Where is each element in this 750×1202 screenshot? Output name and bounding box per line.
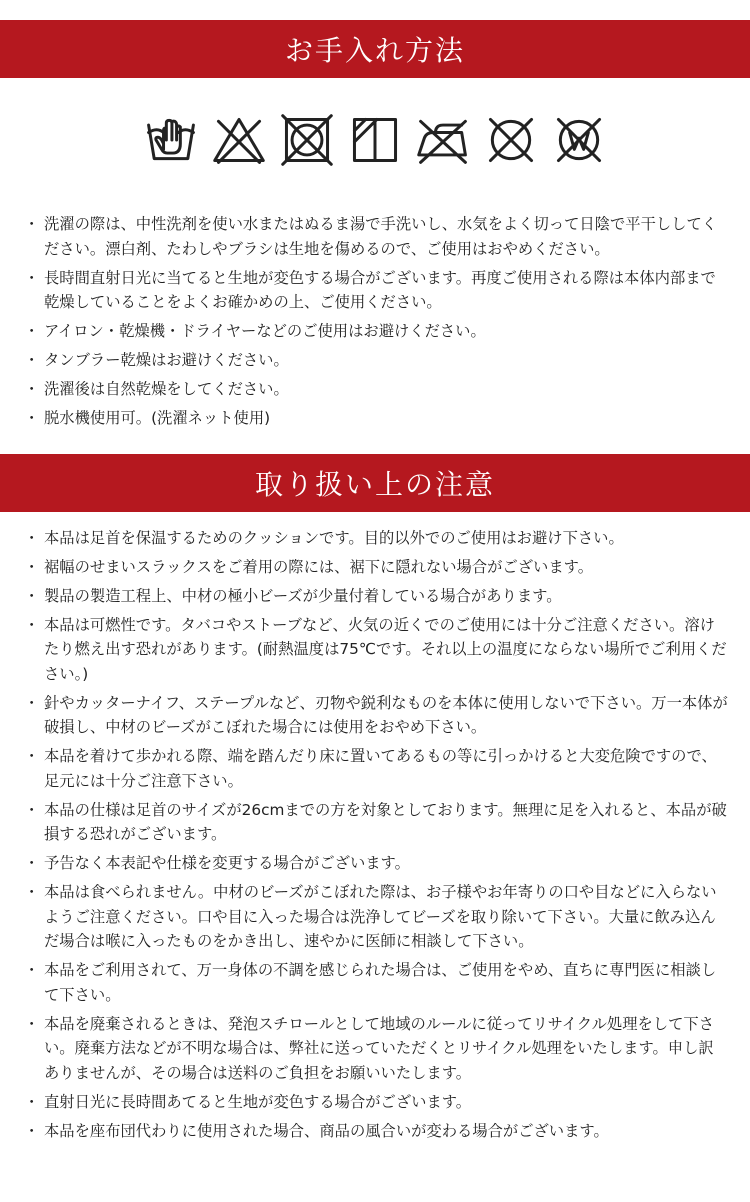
list-item: ・ 裾幅のせまいスラックスをご着用の際には、裾下に隠れない場合がございます。 (28, 555, 728, 580)
list-item: ・ 脱水機使用可。(洗濯ネット使用) (28, 406, 728, 431)
handling-section-title: 取り扱い上の注意 (254, 467, 495, 501)
handling-precautions-list (0, 526, 750, 1144)
no-iron-icon (415, 112, 471, 168)
list-item: ・ 本品は可燃性です。タバコやストーブなど、火気の近くでのご使用には十分ご注意ください。溶けたり燃え出す恐れがあります。(耐熱温度は75℃です。それ以上の温度にならない場所でご利用ください。) (28, 613, 728, 687)
list-item: ・ 本品を座布団代わりに使用された場合、商品の風合いが変わる場合がございます。 (28, 1119, 728, 1144)
care-instructions-list (0, 212, 750, 431)
list-item: ・ アイロン・乾燥機・ドライヤーなどのご使用はお避けください。 (28, 319, 728, 344)
care-section-title: お手入れ方法 (284, 34, 465, 67)
list-item: ・ 洗濯の際は、中性洗剤を使い水またはぬるま湯で手洗いし、水気をよく切って日陰で平干ししてください。漂白剤、たわしやブラシは生地を傷めるので、ご使用はおやめください。 (28, 212, 728, 261)
handling-section-header (0, 454, 750, 512)
list-item: ・ 本品を廃棄されるときは、発泡スチロールとして地域のルールに従ってリサイクル処理をして下さい。廃棄方法などが不明な場合は、弊社に送っていただくとリサイクル処理をいたします。申し訳ありませんが、その場合は送料のご負担をお願いいたします。 (28, 1012, 728, 1086)
list-item: ・ 製品の製造工程上、中材の極小ビーズが少量付着している場合があります。 (28, 584, 728, 609)
no-dry-clean-icon (483, 112, 539, 168)
list-item: ・ 本品は足首を保温するためのクッションです。目的以外でのご使用はお避け下さい。 (28, 526, 728, 551)
list-item: ・ 洗濯後は自然乾燥をしてください。 (28, 377, 728, 402)
list-item: ・ 長時間直射日光に当てると生地が変色する場合がございます。再度ご使用される際は本体内部まで乾燥していることをよくお確かめの上、ご使用ください。 (28, 266, 728, 315)
no-tumble-dry-icon (279, 112, 335, 168)
line-dry-shade-icon (347, 112, 403, 168)
list-item: ・ 本品の仕様は足首のサイズが26cmまでの方を対象としております。無理に足を入れると、本品が破損する恐れがございます。 (28, 798, 728, 847)
list-item: ・ 本品は食べられません。中材のビーズがこぼれた際は、お子様やお年寄りの口や目などに入らないようご注意ください。口や目に入った場合は洗浄してビーズを取り除いて下さい。大量に飲み込んだ場合は喉に入ったものをかき出し、速やかに医師に相談して下さい。 (28, 880, 728, 954)
list-item: ・ 予告なく本表記や仕様を変更する場合がございます。 (28, 851, 728, 876)
hand-wash-icon (143, 112, 199, 168)
list-item: ・ 本品を着けて歩かれる際、端を踏んだり床に置いてあるもの等に引っかけると大変危険ですので、足元には十分ご注意下さい。 (28, 744, 728, 793)
no-bleach-icon (211, 112, 267, 168)
list-item: ・ 本品をご利用されて、万一身体の不調を感じられた場合は、ご使用をやめ、直ちに専門医に相談して下さい。 (28, 958, 728, 1007)
no-wet-clean-icon (551, 112, 607, 168)
list-item: ・ タンブラー乾燥はお避けください。 (28, 348, 728, 373)
list-item: ・ 直射日光に長時間あてると生地が変色する場合がございます。 (28, 1090, 728, 1115)
care-section-header (0, 20, 750, 78)
care-symbols-row (0, 78, 750, 198)
list-item: ・ 針やカッターナイフ、ステープルなど、刃物や鋭利なものを本体に使用しないで下さい。万一本体が破損し、中材のビーズがこぼれた場合には使用をおやめ下さい。 (28, 691, 728, 740)
